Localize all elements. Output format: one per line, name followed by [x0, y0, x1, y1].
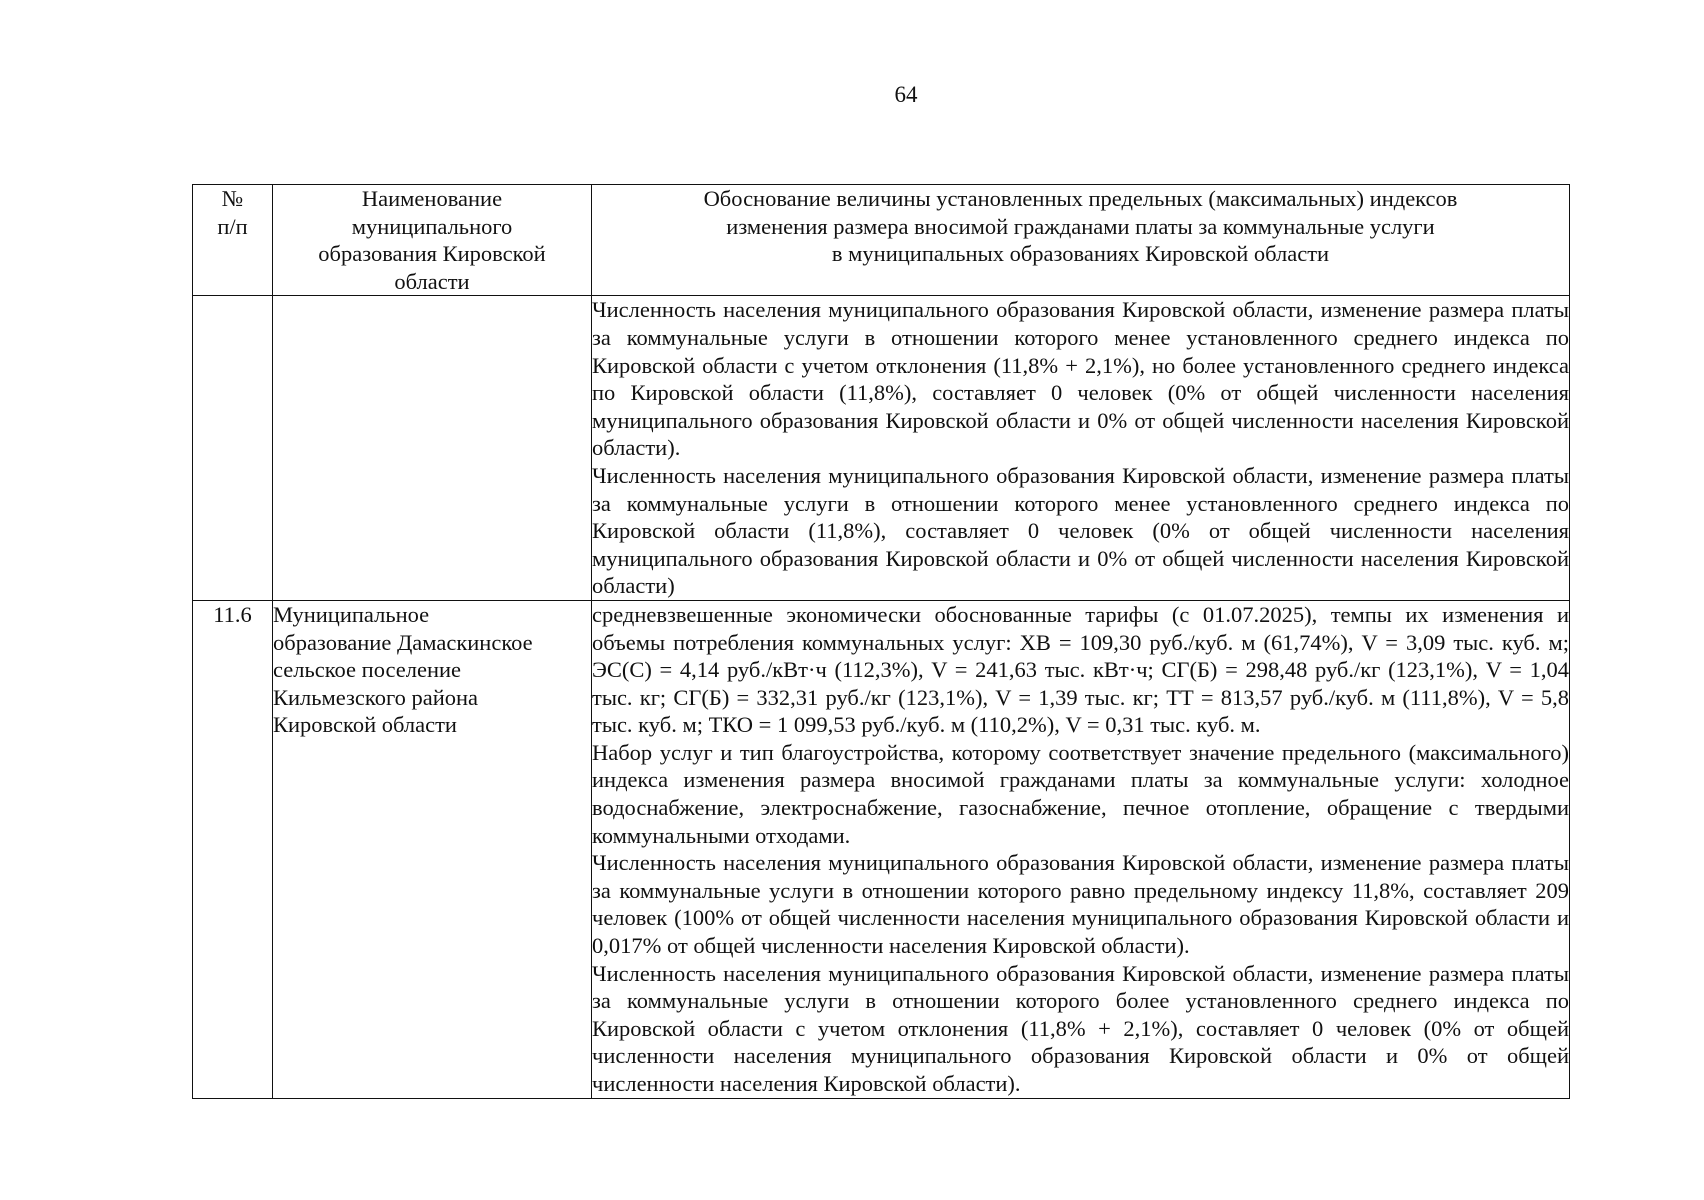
header-number	[193, 185, 273, 296]
header-name-line: образования Кировской	[318, 241, 546, 267]
municipality-name-line: Кировской области	[273, 712, 457, 738]
row-municipality-name	[273, 600, 592, 1098]
justification-table	[192, 184, 1570, 1099]
justification-paragraph: Численность населения муниципального образования Кировской области, изменение размера платы за коммунальные услуги в отношении которого менее установленного среднего индекса по Кировской области с учетом отклонения (11,8% + 2,1%), но более установленного среднего индекса по Кировской области (11,8%), составляет 0 человек (0% от общей численности населения муниципального образования Кировской области и 0% от общей численности населения Кировской области).	[592, 297, 1569, 461]
table-row	[193, 600, 1570, 1098]
header-municipality-name	[273, 185, 592, 296]
justification-paragraph: Набор услуг и тип благоустройства, которому соответствует значение предельного (максимального) индекса изменения размера вносимой гражданами платы за коммунальные услуги: холодное водоснабжение, электроснабжение, газоснабжение, печное отопление, обращение с твердыми коммунальными отходами.	[592, 739, 1569, 848]
justification-paragraph: Численность населения муниципального образования Кировской области, изменение размера платы за коммунальные услуги в отношении которого равно предельному индексу 11,8%, составляет 209 человек (100% от общей численности населения муниципального образования Кировской области и 0,017% от общей численности населения Кировской области).	[592, 850, 1569, 959]
municipality-name-line: сельское поселение	[273, 657, 462, 683]
justification-paragraph: Численность населения муниципального образования Кировской области, изменение размера платы за коммунальные услуги в отношении которого более установленного среднего индекса по Кировской области с учетом отклонения (11,8% + 2,1%), составляет 0 человек (0% от общей численности населения муниципального образования Кировской области и 0% от общей численности населения Кировской области).	[592, 960, 1569, 1096]
header-justification-line: Обоснование величины установленных предельных (максимальных) индексов	[703, 186, 1458, 211]
municipality-name-line: Муниципальное	[273, 601, 430, 627]
row-justification	[592, 600, 1570, 1098]
justification-paragraph: Численность населения муниципального образования Кировской области, изменение размера платы за коммунальные услуги в отношении которого менее установленного среднего индекса по Кировской области (11,8%), составляет 0 человек (0% от общей численности населения муниципального образования Кировской области и 0% от общей численности населения Кировской области)	[592, 462, 1569, 599]
header-name-line: области	[394, 268, 470, 294]
municipality-name-line: образование Дамаскинское	[273, 629, 533, 655]
header-justification-line: изменения размера вносимой гражданами платы за коммунальные услуги	[726, 213, 1435, 239]
header-number-line: п/п	[217, 213, 248, 239]
row-municipality-name	[273, 296, 592, 601]
row-number: 11.6	[193, 600, 273, 1098]
page-number: 64	[894, 82, 918, 107]
header-justification	[592, 185, 1570, 296]
header-name-line: Наименование	[361, 186, 503, 211]
row-number	[193, 296, 273, 601]
justification-paragraph: средневзвешенные экономически обоснованные тарифы (с 01.07.2025), темпы их изменения и объемы потребления коммунальных услуг: ХВ = 109,30 руб./куб. м (61,74%), V = 3,09 тыс. куб. м; ЭС(С) = 4,14 руб./кВт·ч (112,3%), V = 241,63 тыс. кВт·ч; СГ(Б) = 298,48 руб./кг (123,1%), V = 1,04 тыс. кг; СГ(Б) = 332,31 руб./кг (123,1%), V = 1,39 тыс. кг; ТТ = 813,57 руб./куб. м (111,8%), V = 5,8 тыс. куб. м; ТКО = 1 099,53 руб./куб. м (110,2%), V = 0,31 тыс. куб. м.	[592, 601, 1569, 738]
header-number-line: №	[221, 186, 244, 211]
municipality-name-line: Кильмезского района	[273, 684, 479, 710]
table-header-row	[193, 185, 1570, 296]
table-row	[193, 296, 1570, 601]
header-name-line: муниципального	[351, 213, 513, 239]
header-justification-line: в муниципальных образованиях Кировской области	[831, 241, 1330, 267]
row-justification	[592, 296, 1570, 601]
